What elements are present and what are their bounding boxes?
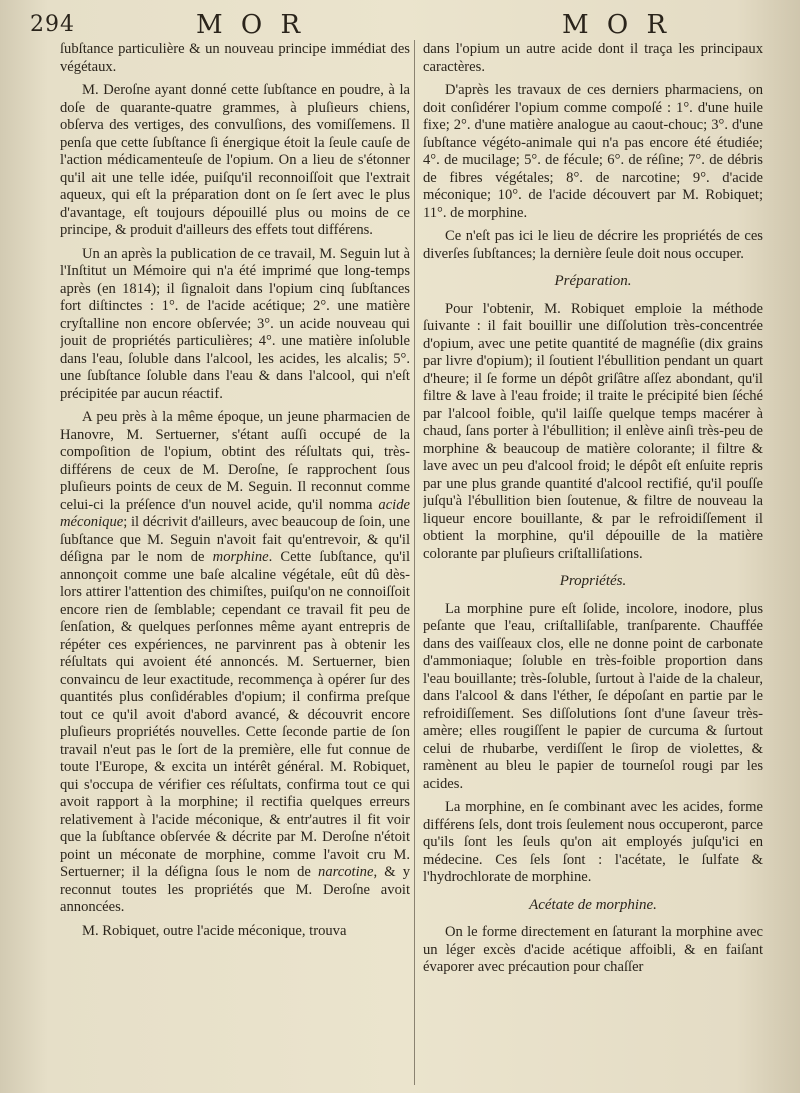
running-head-right: M O R — [562, 10, 672, 40]
column-divider — [414, 40, 415, 1085]
page-number: 294 — [30, 12, 75, 37]
term-morphine: morphine — [212, 549, 269, 565]
paragraph-robiquet: M. Robiquet, outre l'acide méconique, trouva — [82, 922, 347, 939]
term-narcotine: narcotine — [318, 864, 374, 880]
paragraph-sertuerner — [60, 409, 410, 917]
paragraph-salts: La morphine, en ſe combinant avec les acides, forme différens ſels, dont trois ſeulement nous occuperont, parce qu'ils ſont les ſeuls qu'on ait employés juſqu'ici en médecine. Ces ſels ſont : l'acétate, le ſulfate & l'hydrochlorate de morphine. — [423, 799, 763, 885]
paragraph-acetate: On le forme directement en ſaturant la morphine avec un léger excès d'acide acétique affoibli, & en faiſant évaporer avec précaution pour chaſſer — [423, 924, 763, 975]
paragraph-scope: Ce n'eſt pas ici le lieu de décrire les propriétés de ces diverſes ſubſtances; la dernière ſeule doit nous occuper. — [423, 228, 763, 262]
running-head-left: M O R — [196, 10, 306, 40]
term-acide-meconique: acide méconique — [60, 496, 410, 530]
paragraph-preparation: Pour l'obtenir, M. Robiquet emploie la méthode ſuivante : il fait bouillir une diſſolution très-concentrée d'opium, avec une petite quantité de magnéſie (dix grains par livre d'opium); il ſoutient l'ébullition pendant un quart d'heure; il ſe forme un dépôt griſâtre aſſez abondant, qu'il filtre & lave à l'eau froide; il traite le précipité bien ſéché par l'alcool foible, qu'il laiſſe quelque temps macérer à chaud, ſans porter à l'ébullition; il enlève ainſi très-peu de morphine & beaucoup de matière colorante; il filtre & lave avec un peu d'alcool froid; le dépôt eſt enſuite repris par une plus grande quantité d'alcool rectifié, qu'il pouſſe juſqu'à l'ébullition bien ſoutenue, & filtre de nouveau la liqueur encore bouillante, & par le refroidiſſement il obtient la morphine, qu'il dépouille de la matière colorante par pluſieurs criſtalliſations. — [423, 300, 763, 562]
paragraph-continuation: ſubſtance particulière & un nouveau principe immédiat des végétaux. — [60, 41, 410, 75]
section-heading-proprietes: Propriétés. — [559, 573, 627, 589]
section-heading-acetate: Acétate de morphine. — [529, 896, 657, 913]
right-column — [423, 41, 763, 1081]
text-run: , & y reconnut toutes les propriétés que M. Deroſne avoit annoncées. — [60, 864, 410, 915]
paragraph-composition: D'après les travaux de ces derniers pharmaciens, on doit conſidérer l'opium comme compoſé : 1°. d'une huile fixe; 2°. d'une matière analogue au caout-chouc; 3°. d'une ſubſtance végéto-animale qui n'a pas encore été étudiée; 4°. de mucilage; 5°. de fécule; 6°. de réſine; 7°. de débris de fibres végétales; 8°. de narcotine; 9°. d'acide méconique; 10°. de l'acide découvert par M. Robiquet; 11°. de morphine. — [423, 82, 763, 221]
text-run: . Cette ſubſtance, qu'il annonçoit comme une baſe alcaline végétale, eût dû dès-lors attirer l'attention des chimiſtes, puiſqu'on ne connoiſſoit encore rien de ſemblable; cependant ce travail fit peu de ſenſation, & quelques perſonnes même ayant entrepris de répéter ces expériences, ne parvinrent pas à obtenir les réſultats qui avoient été annoncés. M. Sertuerner, bien convaincu de leur exactitude, recommença à opérer ſur des quantités plus conſidérables d'opium; il confirma preſque tout ce qu'il avoit d'abord avancé, & découvrit encore pluſieurs propriétés nouvelles. Cette ſeconde partie de ſon travail n'eut pas le ſort de la première, elle fut connue de toute l'Europe, & excita un intérêt général. M. Robiquet, qui s'occupa de vérifier ces réſultats, confirma tout ce qui avoit rapport à la morphine; il rectifia quelques erreurs relativement à l'acide méconique, & entr'autres il fit voir que la ſubſtance obſervée & décrite par M. Deroſne n'étoit point un méconate de morphine, comme l'avoit cru M. Sertuerner; il la déſigna ſous le nom de — [60, 549, 410, 880]
section-heading-preparation: Préparation. — [554, 273, 632, 289]
paragraph-properties: La morphine pure eſt ſolide, incolore, inodore, plus peſante que l'eau, criſtalliſable, tranſparente. Chauffée dans des vaiſſeaux clos, elle ne donne point de carbonate d'ammoniaque; ſoluble en très-foible proportion dans l'eau bouillante; très-ſoluble, ſurtout à l'aide de la chaleur, dans l'alcool & dans l'éther, ſe dépoſant en partie par le refroidiſſement. Ses diſſolutions ſont d'une ſaveur très-amère; elles rougiſſent le papier de curcuma & ſurtout celui de rhubarbe, verdiſſent le ſirop de violettes, & ramènent au bleu le papier de tourneſol rougi par les acides. — [423, 600, 763, 792]
page-header — [0, 6, 800, 40]
text-run: ; il décrivit d'ailleurs, avec beaucoup de ſoin, une ſubſtance que M. Seguin n'avoit fait qu'entrevoir, & qu'il déſigna par le nom de — [60, 514, 410, 565]
paragraph-continuation: dans l'opium un autre acide dont il traça les principaux caractères. — [423, 41, 763, 75]
paragraph-seguin: Un an après la publication de ce travail, M. Seguin lut à l'Inſtitut un Mémoire qui n'a été imprimé que long-temps après (en 1814); il ſignaloit dans l'opium cinq ſubſtances fort diſtinctes : 1°. de l'acide acétique; 2°. une matière cryſtalline non encore obſervée; 3°. un acide nouveau qui jouit de propriétés particulières; 4°. une matière inſoluble dans l'eau, ſoluble dans l'alcool, les acides, les alcalis; 5°. une ſubſtance ſoluble dans l'eau & dans l'alcool, qui n'eſt précipitée par aucun réactif. — [60, 245, 410, 402]
paragraph-derosne: M. Deroſne ayant donné cette ſubſtance en poudre, à la doſe de quarante-quatre grammes, à pluſieurs chiens, obſerva des vertiges, des convulſions, des vomiſſemens. Il penſa que cette ſubſtance ſi énergique étoit la ſeule cauſe de l'action médicamenteuſe de l'opium. On a lieu de s'étonner qu'il ait une telle idée, puiſqu'il reconnoiſſoit que l'extrait aqueux, qui eſt la préparation dont on ſe ſert avec le plus d'avantage, eſt toujours dépouillé plus ou moins de ce principe, & produit d'ailleurs des effets tout différens. — [60, 82, 410, 238]
text-run: A peu près à la même époque, un jeune pharmacien de Hanovre, M. Sertuerner, s'étant auſſi occupé de la compoſition de l'opium, obtint des réſultats qui, très-différens de ceux de M. Deroſne, ſe rapprochent ſous pluſieurs points de ceux de M. Seguin. Il reconnut comme celui-ci la préſence d'un nouvel acide, qu'il nomma — [60, 409, 410, 513]
left-column — [60, 41, 410, 1081]
